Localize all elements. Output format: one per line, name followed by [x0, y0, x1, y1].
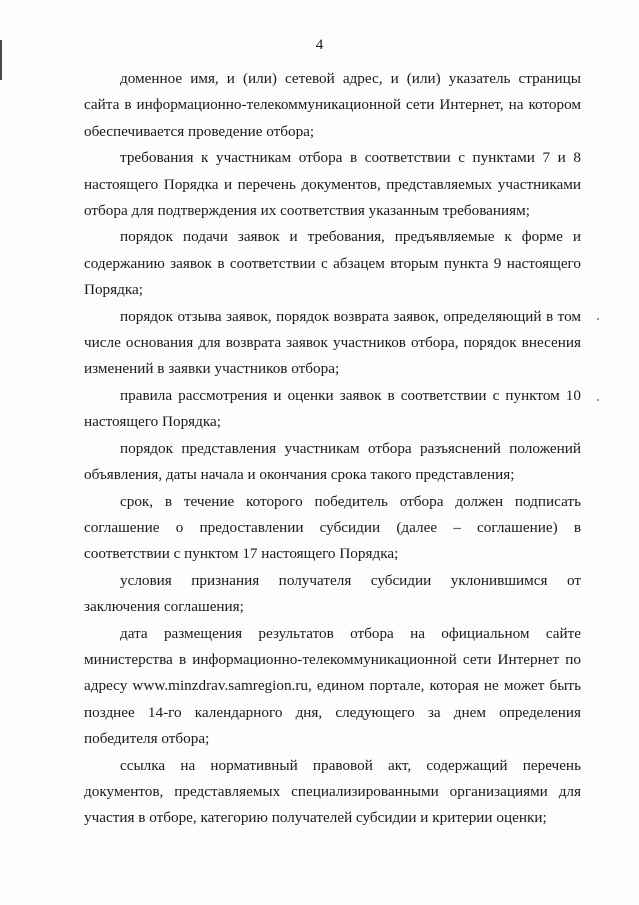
- paragraph-legal-act-reference: ссылка на нормативный правовой акт, содержащий перечень документов, представляемых специализированными организациями для участия в отборе, категорию получателей субсидии и критерии оценки;: [84, 756, 581, 827]
- paragraph-application-submission: порядок подачи заявок и требования, предъявляемые к форме и содержанию заявок в соответствии с абзацем вторым пункта 9 настоящего Порядка;: [84, 228, 581, 299]
- paragraph-evasion-conditions: условия признания получателя субсидии уклонившимся от заключения соглашения;: [84, 571, 581, 616]
- paragraph-clarifications: порядок представления участникам отбора разъяснений положений объявления, даты начала и окончания срока такого представления;: [84, 439, 581, 484]
- page-number: 4: [315, 36, 324, 53]
- paragraph-domain-name: доменное имя, и (или) сетевой адрес, и (или) указатель страницы сайта в информационно-телекоммуникационной сети Интернет, на котором обеспечивается проведение отбора;: [84, 70, 581, 140]
- paragraph-review-rules: правила рассмотрения и оценки заявок в соответствии с пунктом 10 настоящего Порядка;: [84, 386, 581, 431]
- paragraph-results-publication: дата размещения результатов отбора на официальном сайте министерства в информационно-телекоммуникационной сети Интернет по адресу www.minzdrav.samregion.ru, едином портале, которая не может быть позднее 14-го календарного дня, следующего за днем определения победителя отбора;: [84, 624, 581, 748]
- scan-speck: [597, 318, 599, 320]
- scan-speck: [597, 399, 599, 401]
- paragraph-application-withdrawal: порядок отзыва заявок, порядок возврата заявок, определяющий в том числе основания для возврата заявок участников отбора, порядок внесения изменений в заявки участников отбора;: [84, 307, 581, 378]
- document-body: [84, 66, 581, 832]
- paragraph-participant-requirements: требования к участникам отбора в соответствии с пунктами 7 и 8 настоящего Порядка и перечень документов, представляемых участниками отбора для подтверждения их соответствия указанным требованиям;: [84, 149, 581, 220]
- paragraph-signing-deadline: срок, в течение которого победитель отбора должен подписать соглашение о предоставлении субсидии (далее – соглашение) в соответствии с пунктом 17 настоящего Порядка;: [84, 492, 581, 563]
